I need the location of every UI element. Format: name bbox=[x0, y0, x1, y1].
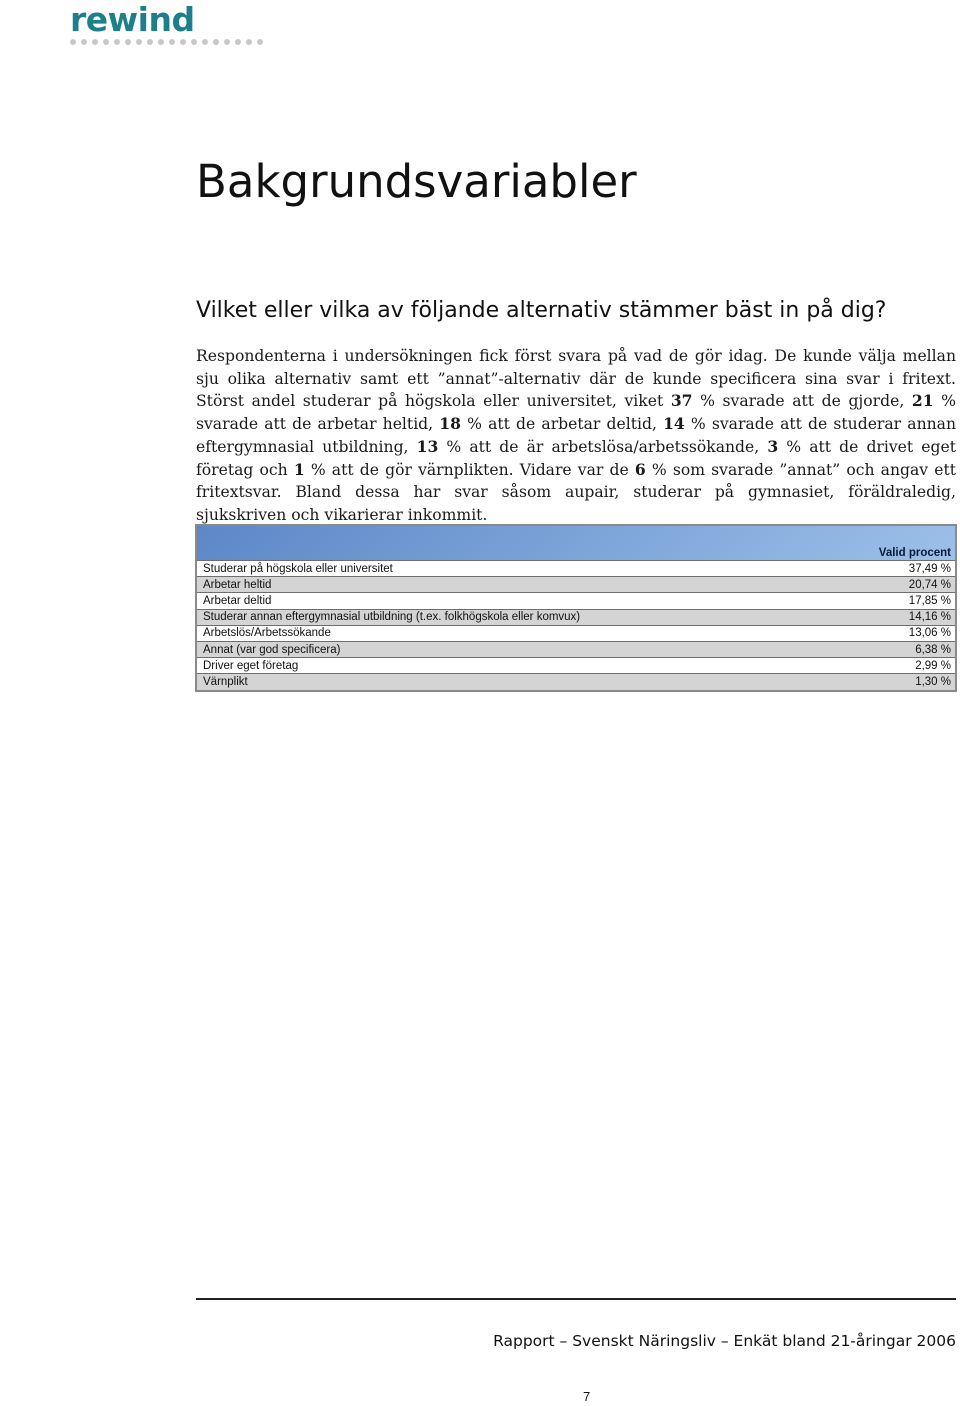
table-row bbox=[197, 609, 955, 625]
row-value: 6,38 % bbox=[915, 643, 951, 656]
row-label: Värnplikt bbox=[203, 675, 248, 688]
section-heading: Vilket eller vilka av följande alternativ stämmer bäst in på dig? bbox=[196, 298, 887, 323]
stat-number: 21 bbox=[911, 391, 934, 411]
row-value: 37,49 % bbox=[908, 562, 951, 575]
logo-wordmark: rewind bbox=[70, 0, 195, 39]
stat-number: 14 bbox=[663, 414, 685, 434]
results-table bbox=[195, 524, 957, 692]
row-value: 17,85 % bbox=[908, 594, 951, 607]
stat-number: 1 bbox=[293, 459, 305, 479]
table-row bbox=[197, 641, 955, 657]
row-value: 2,99 % bbox=[915, 659, 951, 672]
row-label: Arbetar heltid bbox=[203, 578, 272, 591]
row-label: Arbetslös/Arbetssökande bbox=[203, 627, 331, 640]
logo-dots-decoration bbox=[70, 39, 263, 45]
row-value: 13,06 % bbox=[908, 627, 951, 640]
table-row bbox=[197, 560, 955, 576]
table-row bbox=[197, 657, 955, 673]
stat-number: 13 bbox=[416, 436, 439, 456]
stat-number: 37 bbox=[670, 391, 693, 411]
page-title: Bakgrundsvariabler bbox=[196, 155, 637, 208]
page-number: 7 bbox=[583, 1389, 591, 1404]
table-row bbox=[197, 625, 955, 641]
row-label: Driver eget företag bbox=[203, 659, 299, 672]
column-header-valid-percent: Valid procent bbox=[878, 547, 951, 559]
table-row bbox=[197, 576, 955, 592]
row-label: Studerar annan eftergymnasial utbildning (t.ex. folkhögskola eller komvux) bbox=[203, 611, 581, 624]
table-row bbox=[197, 673, 955, 689]
rewind-logo bbox=[70, 2, 195, 38]
stat-number: 18 bbox=[439, 414, 461, 434]
row-value: 20,74 % bbox=[908, 578, 951, 591]
row-label: Annat (var god specificera) bbox=[203, 643, 341, 656]
footer-divider bbox=[196, 1298, 956, 1300]
stat-number: 6 bbox=[634, 459, 646, 479]
table-row bbox=[197, 592, 955, 608]
row-value: 1,30 % bbox=[915, 675, 951, 688]
table-header bbox=[197, 526, 955, 560]
stat-number: 3 bbox=[767, 436, 779, 456]
body-paragraph: Respondenterna i undersökningen fick först svara på vad de gör idag. De kunde välja mellan sju olika alternativ samt ett ”annat”-alternativ där de kunde specificera sina svar i fritext. Störst andel studerar på högskola eller universitet, viket 37 % svarade att de gjorde, 21 % svarade att de arbetar heltid, 18 % att de arbetar deltid, 14 % svarade att de studerar annan eftergymnasial utbildning, 13 % att de är arbetslösa/arbetssökande, 3 % att de drivet eget företag och 1 % att de gör värnplikten. Vidare var de 6 % som svarade ”annat” och angav ett fritextsvar. Bland dessa har svar såsom aupair, studerar på gymnasiet, föräldraledig, sjukskriven och vikarierar inkommit. bbox=[196, 347, 957, 524]
footer-report-title: Rapport – Svenskt Näringsliv – Enkät bland 21-åringar 2006 bbox=[493, 1332, 956, 1350]
row-label: Arbetar deltid bbox=[203, 594, 272, 607]
row-label: Studerar på högskola eller universitet bbox=[203, 562, 393, 575]
row-value: 14,16 % bbox=[908, 611, 951, 624]
